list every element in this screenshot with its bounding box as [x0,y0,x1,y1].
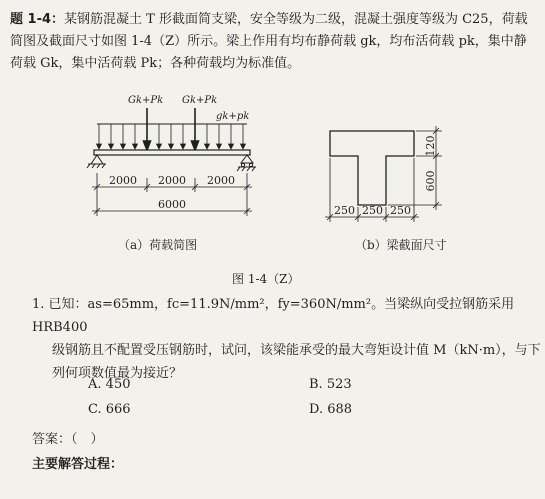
flange-thickness-dim: 120 [424,135,437,157]
span-dim-3: 2000 [207,174,235,187]
option-b-label: B. [309,377,323,392]
option-a-label: A. [88,377,102,392]
option-c-value: 666 [105,402,131,417]
point-load-label-1: Gk+Pk [128,95,164,106]
beam [94,150,250,155]
width-dim-1: 250 [334,204,355,217]
width-dim-2: 250 [362,204,383,217]
distributed-load-arrows [97,124,246,149]
distributed-load-label: gk+pk [216,111,250,122]
roller-support [237,155,256,171]
web-height-dim: 600 [424,170,437,192]
question [32,293,542,385]
question-line-1: 已知：as=65mm，fc=11.9N/mm²，fy=360N/mm²。当梁纵向受拉钢筋采用 HRB400 [32,297,515,335]
figure-b-caption: （b）梁截面尺寸 [355,238,447,252]
question-number: 1. [32,297,45,312]
option-a [88,377,131,392]
figure-caption: 图 1-4（Z） [232,272,300,286]
question-line-2: 级钢筋且不配置受压钢筋时，试问，该梁能承受的最大弯矩设计值 M（kN·m），与下 [52,343,541,358]
point-load-label-2: Gk+Pk [182,95,218,106]
load-diagram [80,88,280,253]
option-d-label: D. [309,402,324,417]
option-c [88,402,131,417]
option-d [309,402,352,417]
solution-heading: 主要解答过程： [32,457,124,472]
pin-support [87,155,106,168]
problem-statement [10,9,538,75]
question-line-3: 列何项数值最为接近？ [52,366,183,381]
span-dim-1: 2000 [109,174,137,187]
option-d-value: 688 [327,402,353,417]
answer-blank: 答案：（ ） [32,432,104,447]
option-b-value: 523 [326,377,352,392]
total-span-dim: 6000 [158,198,186,211]
t-section-outline [330,131,414,205]
figure-a-caption: （a）荷载简图 [118,238,198,252]
width-dim-3: 250 [390,204,411,217]
option-b [309,377,352,392]
span-dim-2: 2000 [158,174,186,187]
problem-text: 某钢筋混凝土 T 形截面简支梁，安全等级为二级，混凝土强度等级为 C25，荷载简图及截面尺寸如图 1-4（Z）所示。梁上作用有均布静荷载 gk，均布活荷载 pk，集中静荷载 Gk，集中活荷载 Pk；各种荷载均为标准值。 [10,12,528,71]
option-c-label: C. [88,402,102,417]
problem-id: 题 1-4： [10,12,65,27]
t-section-diagram [318,100,458,230]
option-a-value: 450 [105,377,131,392]
